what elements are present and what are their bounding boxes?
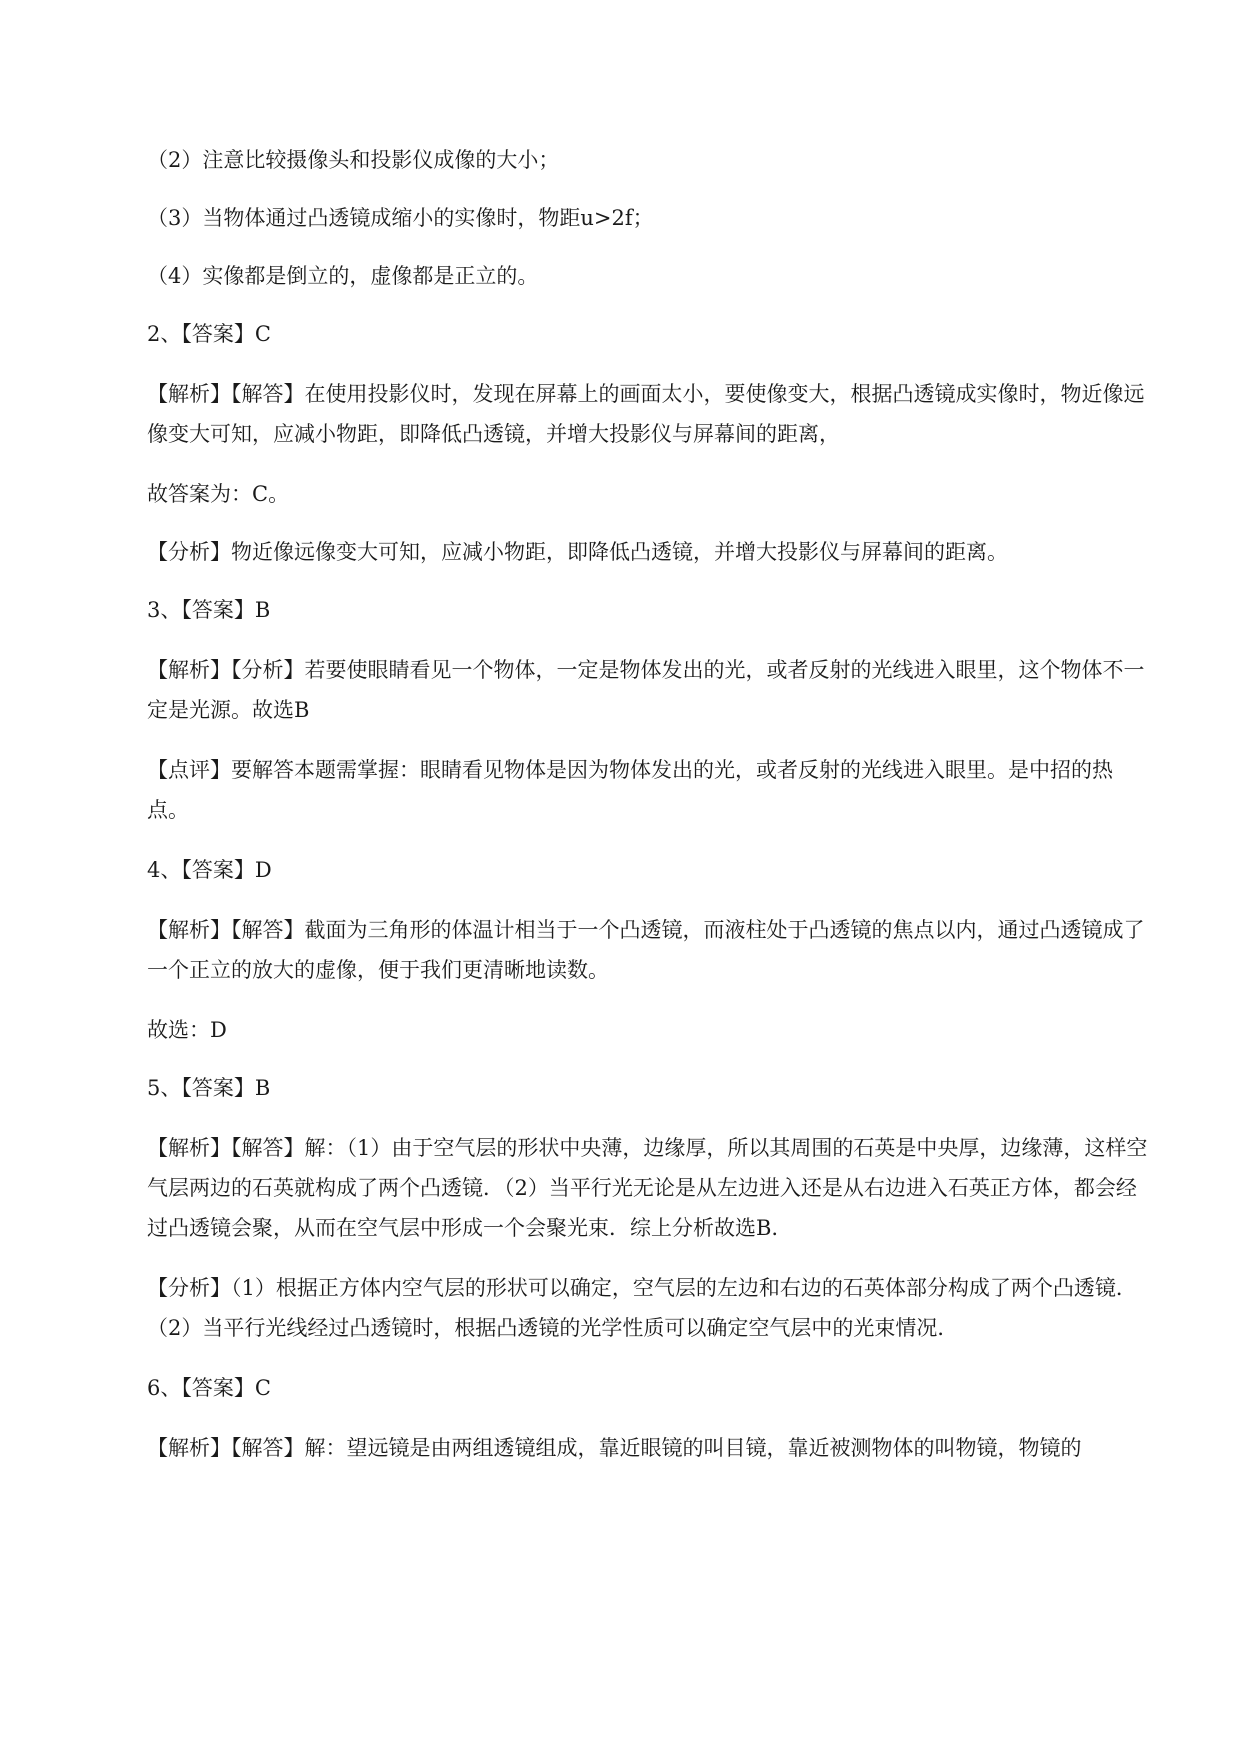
note-4-image-orientation: （4）实像都是倒立的，虚像都是正立的。 bbox=[147, 264, 539, 288]
answer-3-explanation: 【解析】【分析】若要使眼睛看见一个物体，一定是物体发出的光，或者反射的光线进入眼里，这个物体不一定是光源。故选B bbox=[147, 658, 1145, 722]
answer-4-conclusion: 故选：D bbox=[147, 1018, 227, 1042]
answer-2-analysis: 【分析】物近像远像变大可知，应减小物距，即降低凸透镜，并增大投影仪与屏幕间的距离。 bbox=[147, 540, 1008, 564]
answer-4-explanation: 【解析】【解答】截面为三角形的体温计相当于一个凸透镜，而液柱处于凸透镜的焦点以内，通过凸透镜成了一个正立的放大的虚像，便于我们更清晰地读数。 bbox=[147, 918, 1145, 982]
document-body bbox=[147, 140, 1150, 1468]
note-2-image-size: （2）注意比较摄像头和投影仪成像的大小； bbox=[147, 148, 560, 172]
note-3-object-distance: （3）当物体通过凸透镜成缩小的实像时，物距u>2f； bbox=[147, 206, 654, 230]
answer-2-conclusion: 故答案为：C。 bbox=[147, 482, 290, 506]
answer-2-explanation: 【解析】【解答】在使用投影仪时，发现在屏幕上的画面太小，要使像变大，根据凸透镜成实像时，物近像远像变大可知，应减小物距，即降低凸透镜，并增大投影仪与屏幕间的距离， bbox=[147, 382, 1145, 446]
answer-2-heading: 2、【答案】C bbox=[147, 322, 271, 346]
answer-6-explanation: 【解析】【解答】解：望远镜是由两组透镜组成，靠近眼镜的叫目镜，靠近被测物体的叫物镜，物镜的 bbox=[147, 1436, 1082, 1460]
answer-5-heading: 5、【答案】B bbox=[147, 1076, 271, 1100]
answer-5-analysis: 【分析】（1）根据正方体内空气层的形状可以确定，空气层的左边和右边的石英体部分构成了两个凸透镜．（2）当平行光线经过凸透镜时，根据凸透镜的光学性质可以确定空气层中的光束情况． bbox=[147, 1276, 1137, 1340]
answer-6-heading: 6、【答案】C bbox=[147, 1376, 271, 1400]
answer-3-comment: 【点评】要解答本题需掌握：眼睛看见物体是因为物体发出的光，或者反射的光线进入眼里。是中招的热点。 bbox=[147, 758, 1113, 822]
answer-4-heading: 4、【答案】D bbox=[147, 858, 272, 882]
answer-3-heading: 3、【答案】B bbox=[147, 598, 271, 622]
answer-5-explanation: 【解析】【解答】解：（1）由于空气层的形状中央薄，边缘厚，所以其周围的石英是中央厚，边缘薄，这样空气层两边的石英就构成了两个凸透镜．（2）当平行光无论是从左边进入还是从右边进入石英正方体，都会经过凸透镜会聚，从而在空气层中形成一个会聚光束．综上分析故选B. bbox=[147, 1136, 1148, 1240]
